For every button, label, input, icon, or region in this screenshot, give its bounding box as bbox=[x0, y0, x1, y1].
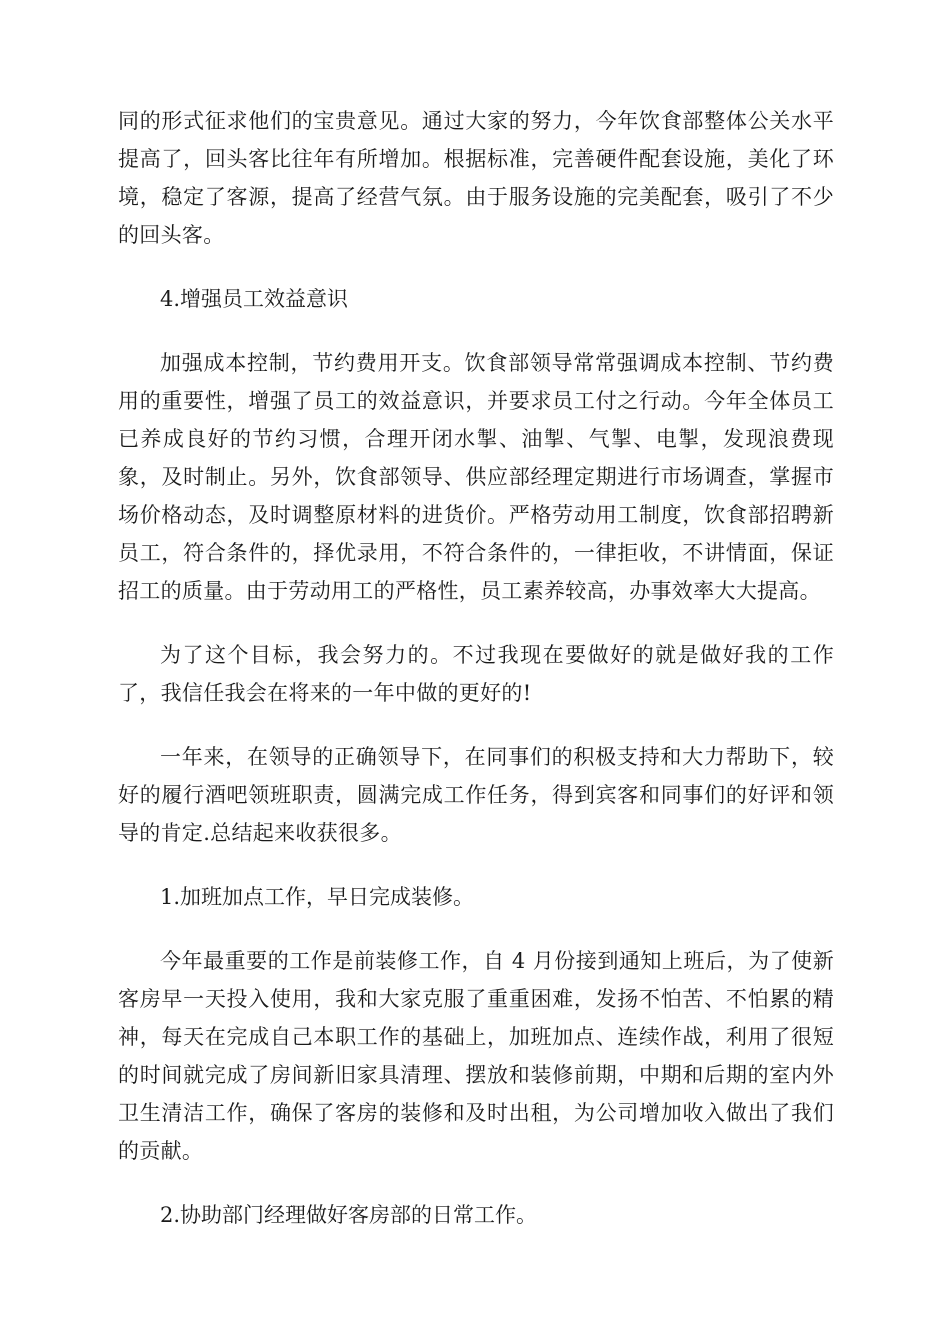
paragraph-renovation: 今年最重要的工作是前装修工作，自 4 月份接到通知上班后，为了使新客房早一天投入使用，我和大家克服了重重困难，发扬不怕苦、不怕累的精神，每天在完成自己本职工作的基础上，加班加点、连续作战，利用了很短的时间就完成了房间新旧家具清理、摆放和装修前期，中期和后期的室内外卫生清洁工作，确保了客房的装修和及时出租，为公司增加收入做出了我们的贡献。 bbox=[118, 949, 834, 1163]
paragraph-cost-control: 加强成本控制，节约费用开支。饮食部领导常常强调成本控制、节约费用的重要性，增强了员工的效益意识，并要求员工付之行动。今年全体员工已养成良好的节约习惯，合理开闭水掣、油掣、气掣、电掣，发现浪费现象，及时制止。另外，饮食部领导、供应部经理定期进行市场调查，掌握市场价格动态，及时调整原材料的进货价。严格劳动用工制度，饮食部招聘新员工，符合条件的，择优录用，不符合条件的，一律拒收，不讲情面，保证招工的质量。由于劳动用工的严格性，员工素养较高，办事效率大大提高。 bbox=[118, 351, 834, 603]
section-heading-2: 2.协助部门经理做好客房部的日常工作。 bbox=[160, 1203, 538, 1227]
paragraph-intro-continuation: 同的形式征求他们的宝贵意见。通过大家的努力，今年饮食部整体公关水平提高了，回头客比往年有所增加。根据标准，完善硬件配套设施，美化了环境，稳定了客源，提高了经营气氛。由于服务设施的完美配套，吸引了不少的回头客。 bbox=[118, 109, 834, 247]
section-heading-1: 1.加班加点工作，早日完成装修。 bbox=[160, 885, 475, 909]
paragraph-goal: 为了这个目标，我会努力的。不过我现在要做好的就是做好我的工作了，我信任我会在将来的一年中做的更好的! bbox=[118, 643, 834, 705]
document-page bbox=[118, 102, 834, 1260]
section-heading-4: 4.增强员工效益意识 bbox=[160, 287, 349, 311]
paragraph-year-summary: 一年来，在领导的正确领导下，在同事们的积极支持和大力帮助下，较好的履行酒吧领班职责，圆满完成工作任务，得到宾客和同事们的好评和领导的肯定.总结起来收获很多。 bbox=[118, 745, 834, 845]
